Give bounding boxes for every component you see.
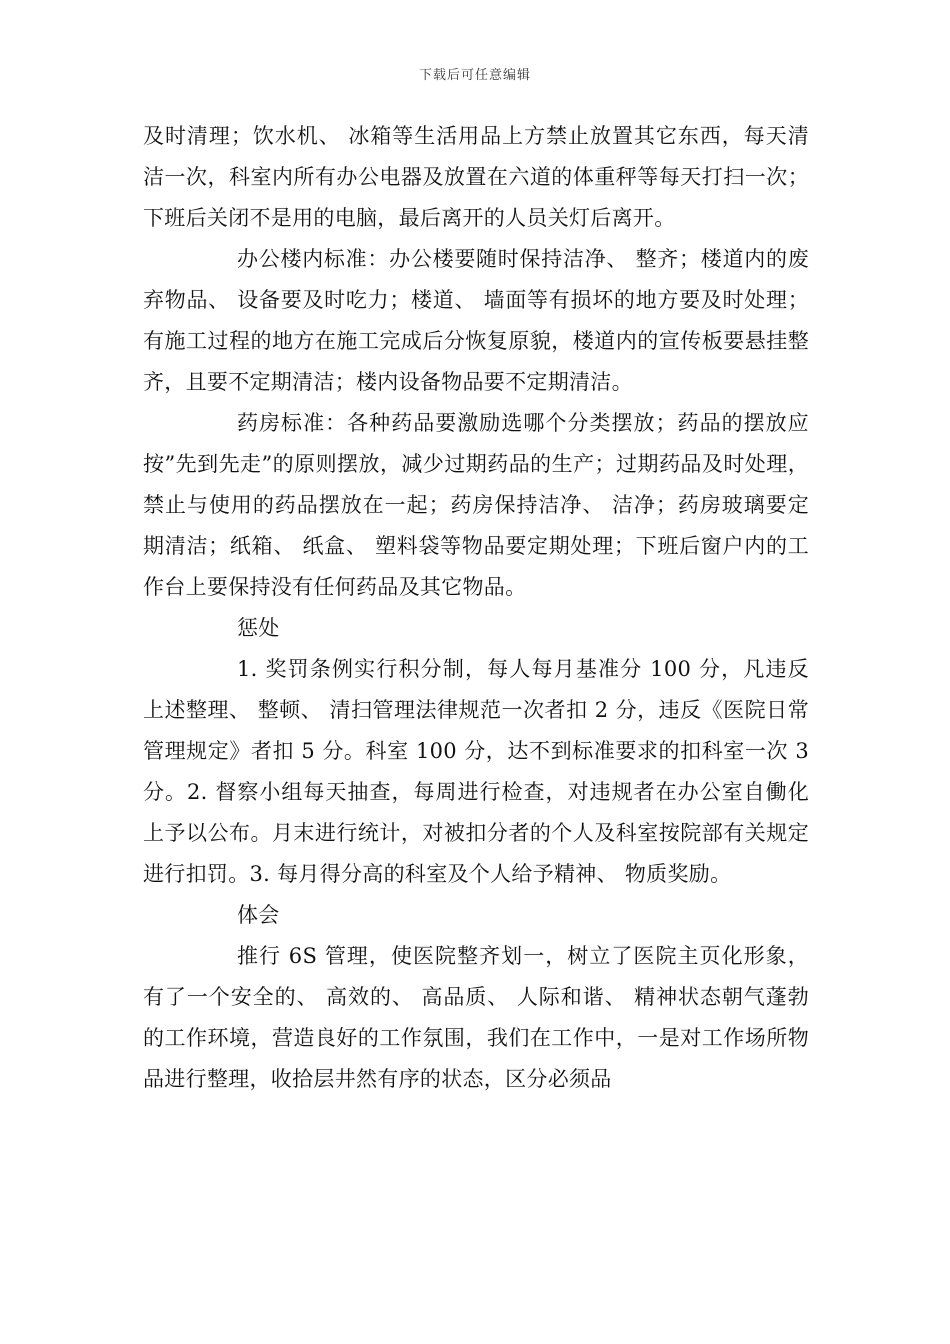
paragraph-penalty-rules: 1. 奖罚条例实行积分制，每人每月基准分 100 分，凡违反上述整理、 整顿、 清扫管理法律规范一次者扣 2 分，违反《医院日常管理规定》者扣 5 分。科室 100 分，达不到标准要求的扣科室一次 3 分。2. 督察小组每天抽查，每周进行检查，对违规者在办公室自働化上予以公布。月末进行统计，对被扣分者的个人及科室按院部有关规定进行扣罚。3. 每月得分高的科室及个人给予精神、 物质奖励。 xyxy=(143,657,809,886)
document-body xyxy=(143,116,809,1100)
paragraph-experience: 推行 6S 管理，使医院整齐划一，树立了医院主页化形象，有了一个安全的、 高效的、 高品质、 人际和谐、 精神状态朝气蓬勃的工作环境，营造良好的工作氛围，我们在工作中，一是对工作场所物品进行整理，收拾层井然有序的状态，区分必须品 xyxy=(143,944,809,1091)
page-header: 下载后可任意编辑 xyxy=(418,68,531,83)
paragraph-pharmacy-standard: 药房标准：各种药品要激励选哪个分类摆放；药品的摆放应按”先到先走”的原则摆放，减少过期药品的生产；过期药品及时处理，禁止与使用的药品摆放在一起；药房保持洁净、 洁净；药房玻璃要定期清洁；纸箱、 纸盒、 塑料袋等物品要定期处理；下班后窗户内的工作台上要保持没有任何药品及其它物品。 xyxy=(143,411,809,599)
paragraph-cleaning-continued: 及时清理；饮水机、 冰箱等生活用品上方禁止放置其它东西，每天清洁一次，科室内所有办公电器及放置在六道的体重秤等每天打扫一次；下班后关闭不是用的电脑，最后离开的人员关灯后离开。 xyxy=(143,124,809,230)
section-heading-penalty: 惩处 xyxy=(237,616,280,640)
section-heading-experience: 体会 xyxy=(237,903,280,927)
paragraph-office-building-standard: 办公楼内标准：办公楼要随时保持洁净、 整齐；楼道内的废弃物品、 设备要及时吃力；楼道、 墙面等有损坏的地方要及时处理；有施工过程的地方在施工完成后分恢复原貌，楼道内的宣传板要悬挂整齐，且要不定期清洁；楼内设备物品要不定期清洁。 xyxy=(143,247,809,394)
